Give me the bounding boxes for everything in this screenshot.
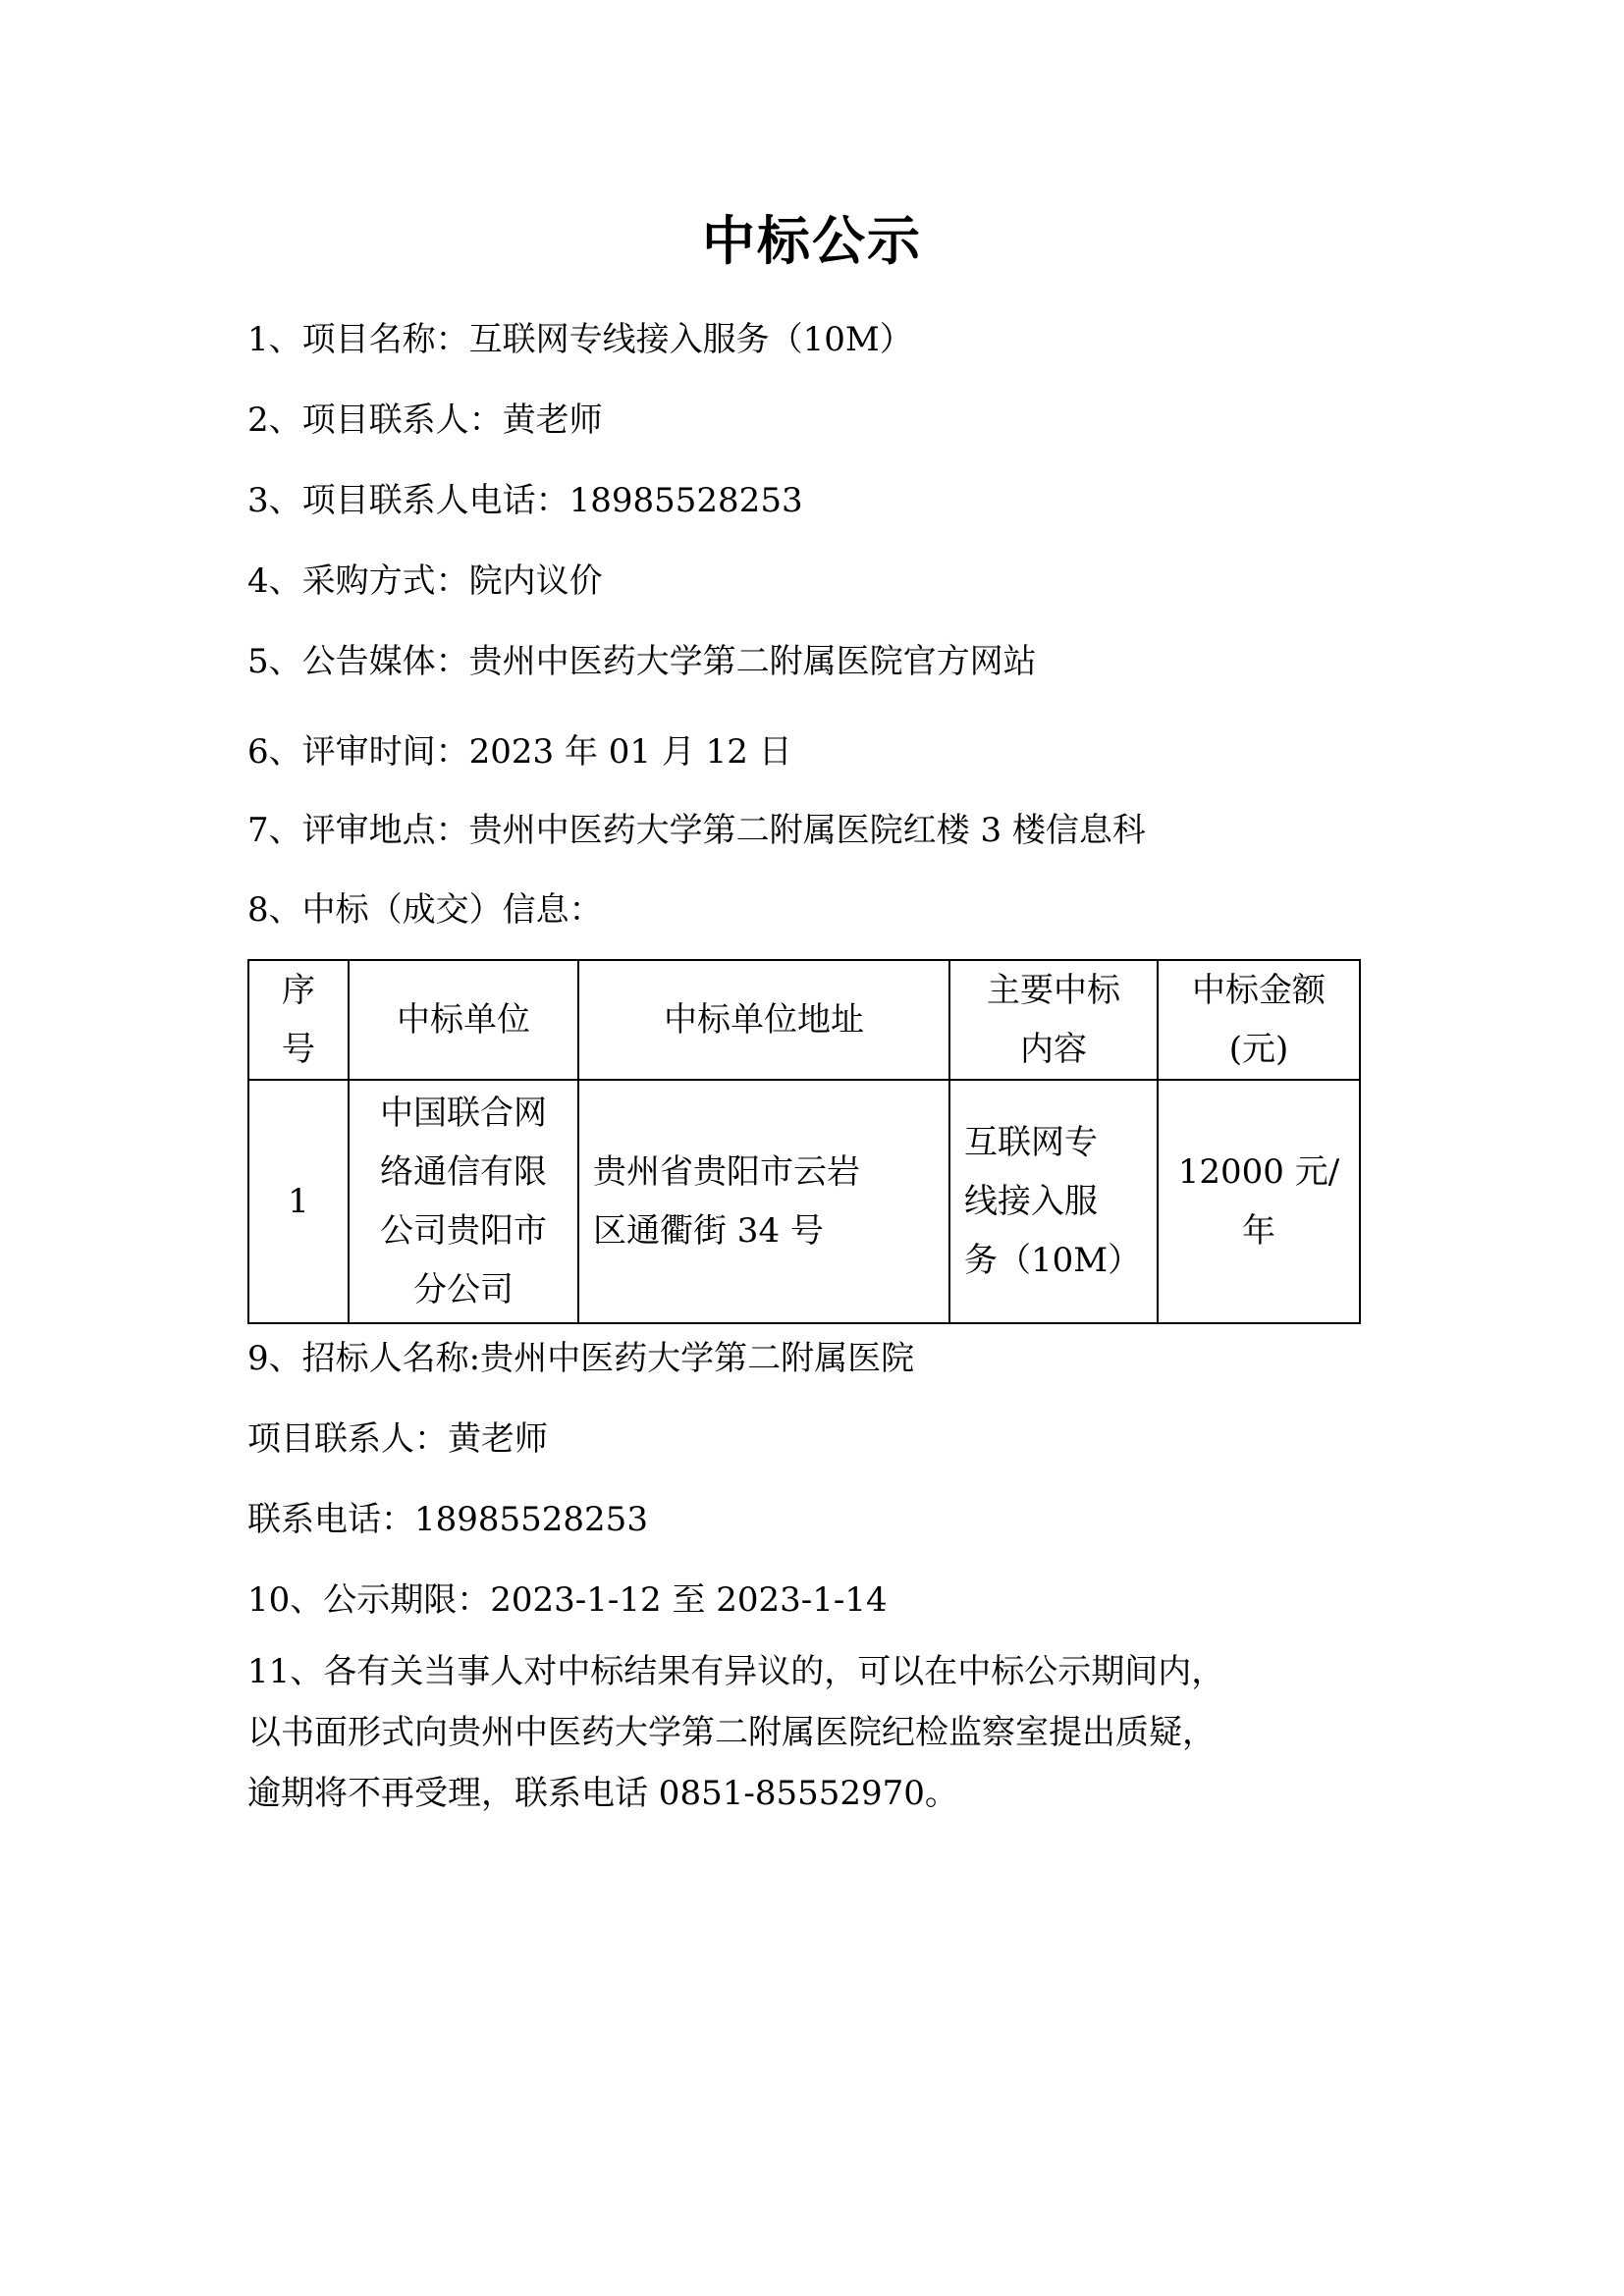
project-contact-line: 2、项目联系人：黄老师 [247, 400, 603, 440]
project-phone-line: 3、项目联系人电话：18985528253 [247, 481, 803, 520]
notice-line: 11、各有关当事人对中标结果有异议的，可以在中标公示期间内， [247, 1652, 1225, 1691]
tenderer-contact-line: 项目联系人：黄老师 [247, 1419, 548, 1459]
cell-address: 贵州省贵阳市云岩 区通衢街 34 号 [578, 1080, 949, 1323]
winner-info-heading: 8、中标（成交）信息： [247, 890, 603, 930]
project-name-line: 1、项目名称：互联网专线接入服务（10M） [247, 320, 913, 359]
header-address: 中标单位地址 [578, 960, 949, 1080]
notice-line: 以书面形式向贵州中医药大学第二附属医院纪检监察室提出质疑， [247, 1713, 1216, 1752]
cell-amount: 12000 元/ 年 [1158, 1080, 1360, 1323]
table-row [248, 1080, 1360, 1323]
tenderer-phone-line: 联系电话：18985528253 [247, 1500, 648, 1539]
cell-content: 互联网专 线接入服 务（10M） [949, 1080, 1158, 1323]
header-unit: 中标单位 [349, 960, 578, 1080]
winner-table [247, 959, 1361, 1324]
procurement-method-line: 4、采购方式：院内议价 [247, 561, 603, 601]
objection-notice [247, 1641, 1367, 1824]
announcement-media-line: 5、公告媒体：贵州中医药大学第二附属医院官方网站 [247, 642, 1037, 681]
review-place-line: 7、评审地点：贵州中医药大学第二附属医院红楼 3 楼信息科 [247, 811, 1146, 850]
cell-unit: 中国联合网 络通信有限 公司贵阳市 分公司 [349, 1080, 578, 1323]
tenderer-name-line: 9、招标人名称:贵州中医药大学第二附属医院 [247, 1339, 915, 1378]
header-content: 主要中标 内容 [949, 960, 1158, 1080]
table-header-row [248, 960, 1360, 1080]
publicity-period-line: 10、公示期限：2023-1-12 至 2023-1-14 [247, 1580, 888, 1620]
header-amount: 中标金额 (元) [1158, 960, 1360, 1080]
page-title: 中标公示 [702, 210, 922, 272]
header-seq: 序 号 [248, 960, 349, 1080]
review-time-line: 6、评审时间：2023 年 01 月 12 日 [247, 732, 792, 772]
cell-seq: 1 [248, 1080, 349, 1323]
notice-line: 逾期将不再受理，联系电话 0851-85552970。 [247, 1774, 958, 1813]
